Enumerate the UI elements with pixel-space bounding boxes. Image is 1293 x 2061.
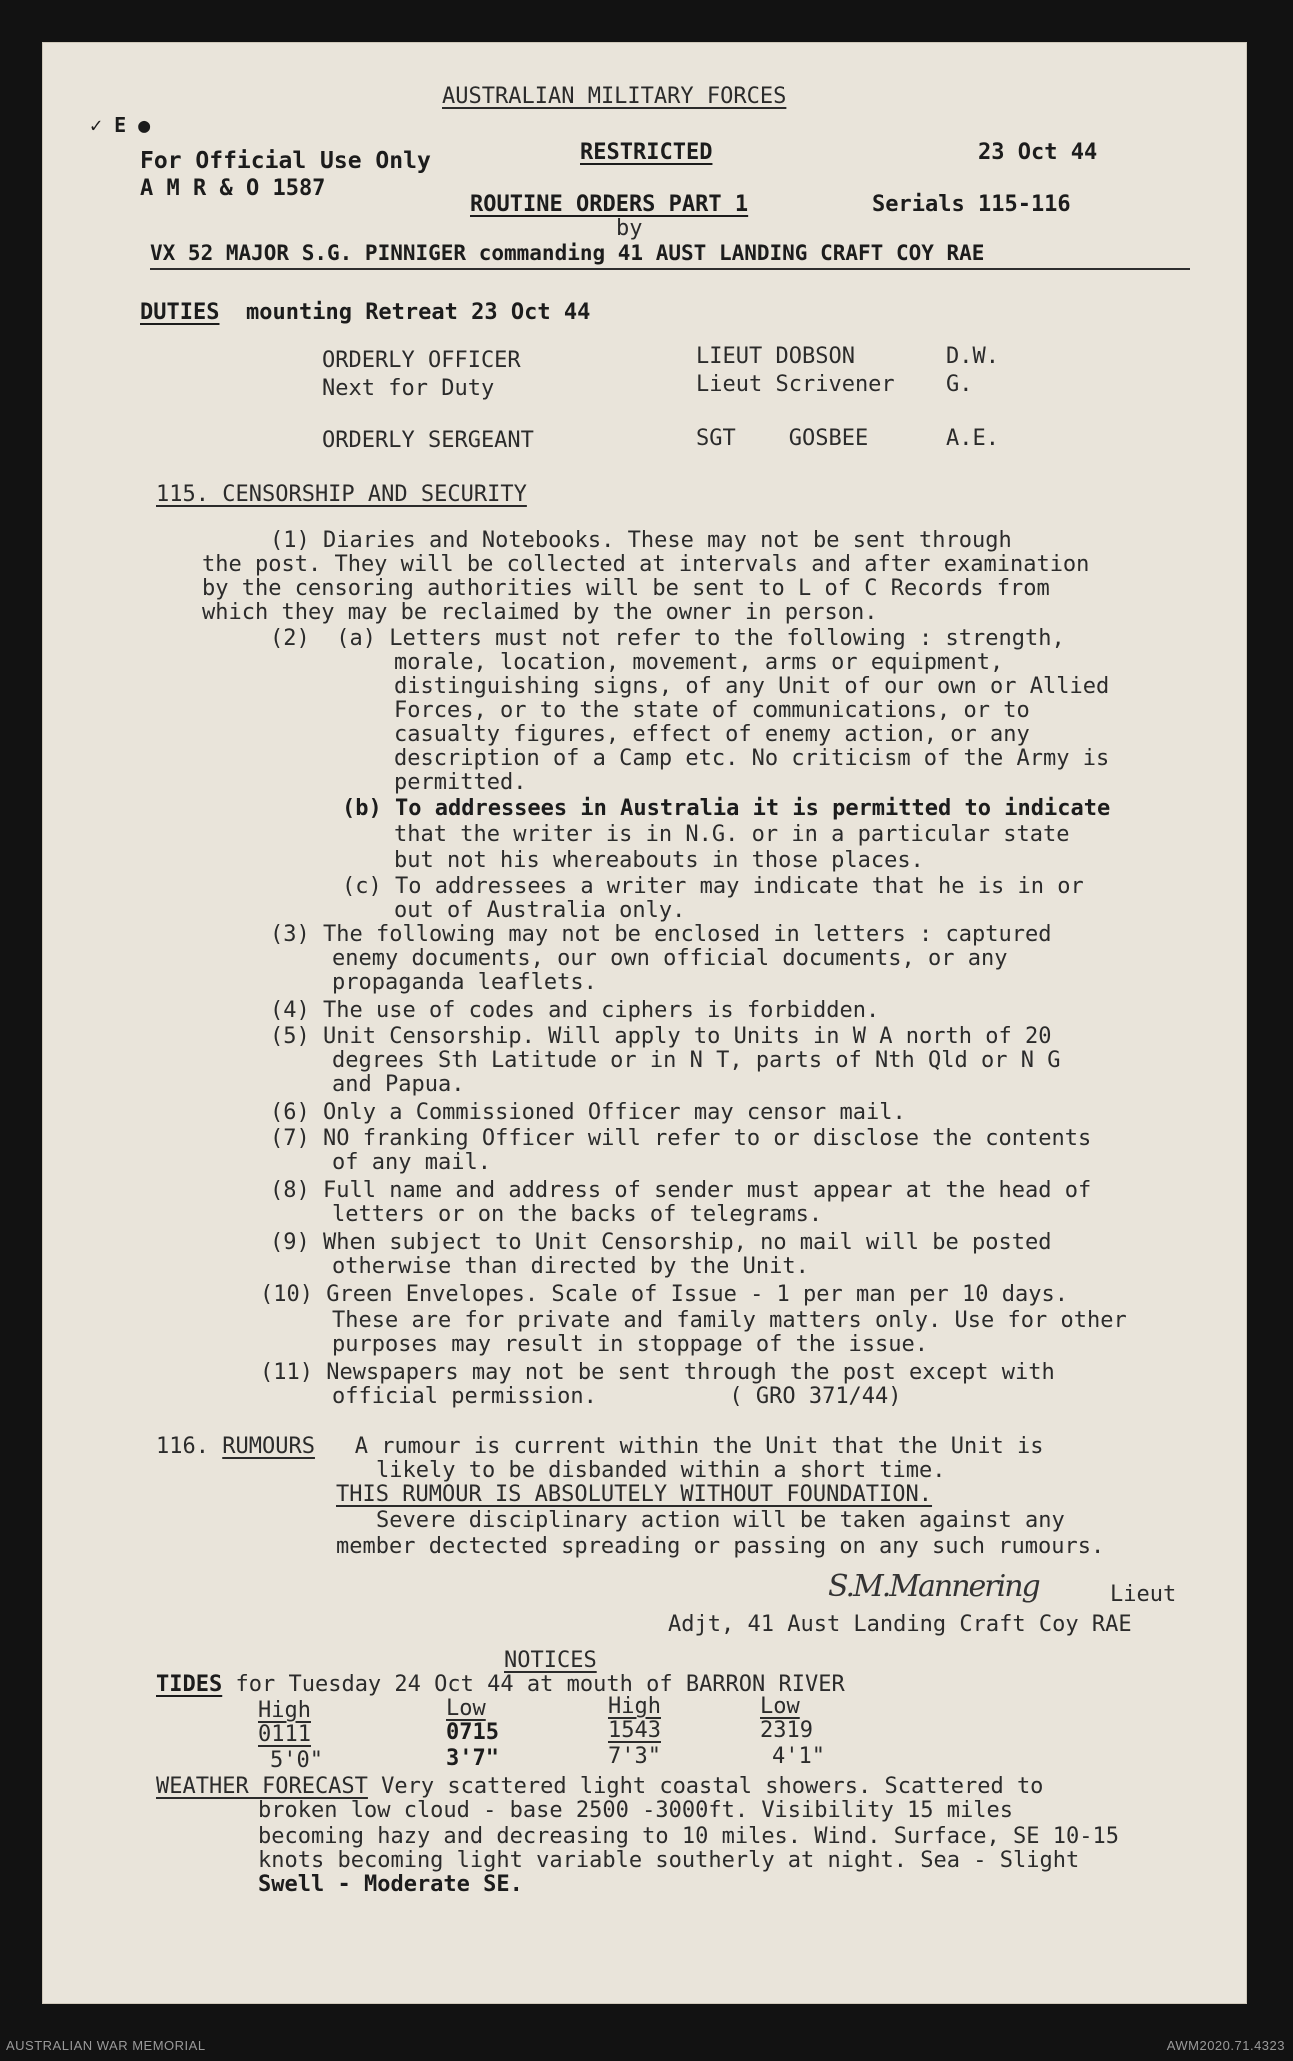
tide-height: 7'3"	[608, 1744, 661, 1769]
tide-type: Low	[446, 1696, 486, 1721]
duty-initials: A.E.	[946, 426, 999, 451]
order-line: member dectected spreading or passing on any such rumours.	[336, 1534, 1105, 1559]
weather-line: knots becoming light variable southerly at night. Sea - Slight	[258, 1848, 1080, 1873]
order-line: likely to be disbanded within a short time.	[376, 1458, 946, 1483]
order-line: (9) When subject to Unit Censorship, no mail will be posted	[270, 1230, 1052, 1255]
tide-time: 2319	[760, 1718, 813, 1743]
signatory-rank: Lieut	[1110, 1582, 1177, 1607]
order-line: (11) Newspapers may not be sent through the post except with	[260, 1360, 1055, 1385]
order-line: (8) Full name and address of sender must appear at the head of	[270, 1178, 1092, 1203]
duty-role: ORDERLY SERGEANT	[322, 428, 534, 453]
routine-orders-title: ROUTINE ORDERS PART 1	[470, 192, 749, 217]
duty-name: Lieut Scrivener	[696, 372, 895, 397]
order-line: official permission. ( GRO 371/44)	[332, 1384, 902, 1409]
tide-time: 1543	[608, 1718, 661, 1743]
order-line: description of a Camp etc. No criticism of the Army is	[394, 746, 1110, 771]
order-line: (3) The following may not be enclosed in letters : captured	[270, 922, 1052, 947]
signatory-title: Adjt, 41 Aust Landing Craft Coy RAE	[668, 1612, 1132, 1637]
order-line: letters or on the backs of telegrams.	[332, 1202, 823, 1227]
order-line: and Papua.	[332, 1072, 465, 1097]
duty-role: Next for Duty	[322, 376, 495, 401]
order-line: These are for private and family matters only. Use for other	[332, 1308, 1127, 1333]
order-line: by the censoring authorities will be sent to L of C Records from	[202, 576, 1050, 601]
order-line: degrees Sth Latitude or in N T, parts of Nth Qld or N G	[332, 1048, 1061, 1073]
order-line: Severe disciplinary action will be taken against any	[376, 1508, 1065, 1533]
official-use-label: For Official Use Only	[140, 148, 431, 174]
duties-heading: DUTIES mounting Retreat 23 Oct 44	[140, 300, 591, 325]
order-line: (6) Only a Commissioned Officer may censor mail.	[270, 1100, 906, 1125]
document-page	[42, 42, 1247, 2004]
order-line: of any mail.	[332, 1150, 491, 1175]
order-line: enemy documents, our own official documents, or any	[332, 946, 1008, 971]
tide-height: 3'7"	[446, 1746, 499, 1771]
weather-line: broken low cloud - base 2500 -3000ft. Visibility 15 miles	[258, 1798, 1013, 1823]
footer-catalogue-number: AWM2020.71.4323	[1166, 2038, 1285, 2053]
order-line: purposes may result in stoppage of the issue.	[332, 1332, 929, 1357]
order-line: (c) To addressees a writer may indicate that he is in or	[342, 874, 1084, 899]
order-line: casualty figures, effect of enemy action, or any	[394, 722, 1030, 747]
duty-name: LIEUT DOBSON	[696, 344, 855, 369]
serials-label: Serials 115-116	[872, 192, 1071, 217]
order-line: otherwise than directed by the Unit.	[332, 1254, 809, 1279]
order-line: (1) Diaries and Notebooks. These may not be sent through	[270, 528, 1012, 553]
weather-line: WEATHER FORECAST Very scattered light coastal showers. Scattered to	[156, 1774, 1044, 1799]
tides-line: TIDES for Tuesday 24 Oct 44 at mouth of BARRON RIVER	[156, 1672, 845, 1697]
restricted-label: RESTRICTED	[580, 140, 713, 165]
order-line: (b) To addressees in Australia it is permitted to indicate	[342, 796, 1111, 821]
duty-initials: G.	[946, 372, 973, 397]
weather-line: Swell - Moderate SE.	[258, 1872, 523, 1897]
duty-role: ORDERLY OFFICER	[322, 348, 521, 373]
tide-height: 4'1"	[772, 1744, 825, 1769]
rumour-denial: THIS RUMOUR IS ABSOLUTELY WITHOUT FOUNDATION.	[336, 1482, 933, 1507]
order-line: (10) Green Envelopes. Scale of Issue - 1 per man per 10 days.	[260, 1282, 1068, 1307]
order-line: Forces, or to the state of communications, or to	[394, 698, 1030, 723]
weather-line: becoming hazy and decreasing to 10 miles. Wind. Surface, SE 10-15	[258, 1824, 1119, 1849]
amr-reference: A M R & O 1587	[140, 176, 326, 201]
document-date: 23 Oct 44	[978, 140, 1098, 165]
handwritten-mark: ✓ E ●	[90, 113, 151, 137]
tide-height: 5'0"	[270, 1748, 323, 1773]
order-line: propaganda leaflets.	[332, 970, 597, 995]
order-line: the post. They will be collected at intervals and after examination	[202, 552, 1090, 577]
section-115-heading: 115. CENSORSHIP AND SECURITY	[156, 482, 527, 507]
order-line: morale, location, movement, arms or equipment,	[394, 650, 1004, 675]
duty-name: SGT GOSBEE	[696, 426, 869, 451]
order-line: but not his whereabouts in those places.	[394, 848, 924, 873]
order-line: out of Australia only.	[394, 898, 686, 923]
tide-time: 0111	[258, 1722, 311, 1747]
order-line: (7) NO franking Officer will refer to or disclose the contents	[270, 1126, 1092, 1151]
tide-time: 0715	[446, 1720, 499, 1745]
tide-type: High	[258, 1698, 311, 1723]
adjutant-signature: S.M.Mannering	[828, 1569, 1039, 1604]
document-title: AUSTRALIAN MILITARY FORCES	[442, 84, 787, 109]
tide-type: High	[608, 1694, 661, 1719]
order-line: (2) (a) Letters must not refer to the following : strength,	[270, 626, 1065, 651]
commander-line: VX 52 MAJOR S.G. PINNIGER commanding 41 AUST LANDING CRAFT COY RAE	[150, 241, 985, 265]
header-rule	[150, 268, 1190, 270]
order-line: that the writer is in N.G. or in a particular state	[394, 822, 1070, 847]
duty-initials: D.W.	[946, 344, 999, 369]
tide-type: Low	[760, 1694, 800, 1719]
order-line: distinguishing signs, of any Unit of our own or Allied	[394, 674, 1110, 699]
by-label: by	[616, 216, 643, 241]
notices-heading: NOTICES	[504, 1648, 597, 1673]
order-line: (5) Unit Censorship. Will apply to Units in W A north of 20	[270, 1024, 1052, 1049]
order-line: (4) The use of codes and ciphers is forbidden.	[270, 998, 880, 1023]
footer-institution: AUSTRALIAN WAR MEMORIAL	[6, 2038, 206, 2053]
order-line: permitted.	[394, 770, 527, 795]
order-line: which they may be reclaimed by the owner in person.	[202, 600, 878, 625]
section-116-heading: 116. RUMOURS A rumour is current within the Unit that the Unit is	[156, 1434, 1044, 1459]
